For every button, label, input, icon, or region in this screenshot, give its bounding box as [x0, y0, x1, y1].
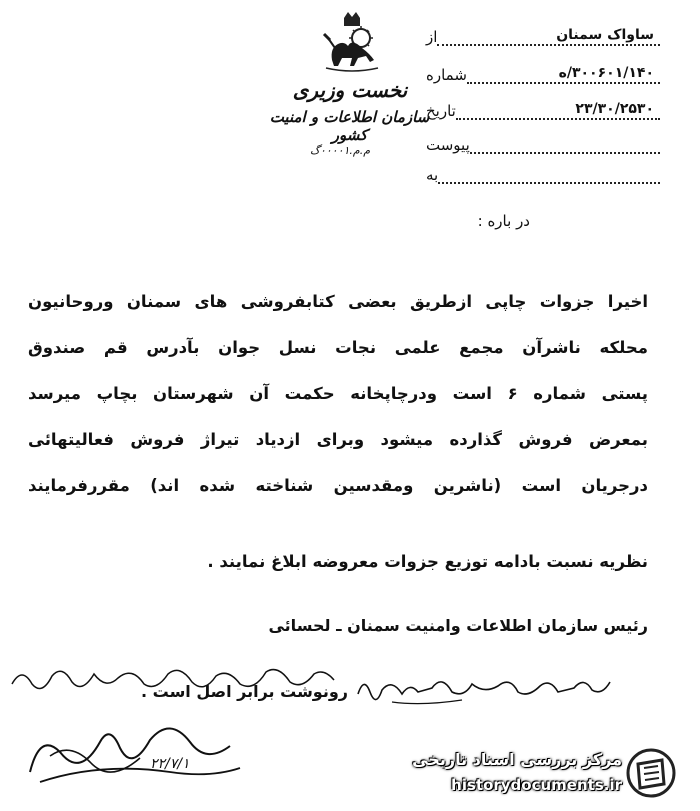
- field-value: ۲۳/۳۰/۲۵۳۰: [575, 101, 654, 117]
- org-title: نخست وزیری: [292, 78, 408, 102]
- field-value: ۳۰۰۶۰۱/۱۴۰/ه: [558, 65, 654, 81]
- handwritten-date: ۲۲/۷/۱: [150, 756, 190, 772]
- registration-number: م.م.۰۰۰۰۱گ: [309, 144, 371, 157]
- field-attachment: [420, 130, 660, 154]
- body-line: پستی شماره ۶ است ودرچاپخانه حکمت آن شهرستان بچاپ میرسد: [28, 384, 648, 403]
- archive-watermark: [405, 742, 680, 804]
- watermark-url: historydocuments.ir: [451, 776, 622, 794]
- field-from: [420, 22, 660, 46]
- lion-and-sun-emblem-icon: [318, 8, 386, 76]
- field-to: [420, 160, 660, 184]
- field-number: [420, 60, 660, 84]
- field-label: تاریخ: [426, 102, 456, 120]
- body-line: اخیرا جزوات چاپی ازطریق بعضی کتابفروشی های سمنان وروحانیون: [28, 292, 648, 311]
- signature-line: رئیس سازمان اطلاعات وامنیت سمنان ـ لحسائی: [268, 616, 648, 635]
- body-line: نظریه نسبت بادامه توزیع جزوات معروضه ابلاغ نمایند .: [207, 552, 648, 571]
- field-label: شماره: [426, 66, 467, 84]
- handwritten-annotation-drawing: [8, 660, 338, 700]
- body-line: محلکه ناشرآن مجمع علمی نجات نسل جوان بآدرس قم صندوق: [28, 338, 648, 357]
- field-label: به: [426, 166, 439, 184]
- body-line: بمعرض فروش گذارده میشود وبرای ازدیاد تیراژ فروش فعالیتهائی: [28, 430, 648, 449]
- signature-drawing: [20, 712, 250, 792]
- subject-label: در باره :: [477, 212, 530, 230]
- handwritten-note-drawing: [352, 668, 616, 708]
- archive-logo-icon: [626, 748, 676, 798]
- field-label: پیوست: [426, 136, 470, 154]
- field-value: ساواک سمنان: [556, 27, 654, 43]
- body-line: درجریان است (ناشرین ومقدسین شناخته شده اند) مقررفرمایند: [28, 476, 648, 495]
- watermark-title: مرکز بررسی اسناد تاریخی: [412, 750, 622, 769]
- field-date: [420, 96, 660, 120]
- org-subtitle: سازمان اطلاعات و امنیت کشور: [269, 108, 430, 144]
- copy-note: رونوشت برابر اصل است .: [140, 682, 348, 701]
- field-label: از: [426, 28, 438, 46]
